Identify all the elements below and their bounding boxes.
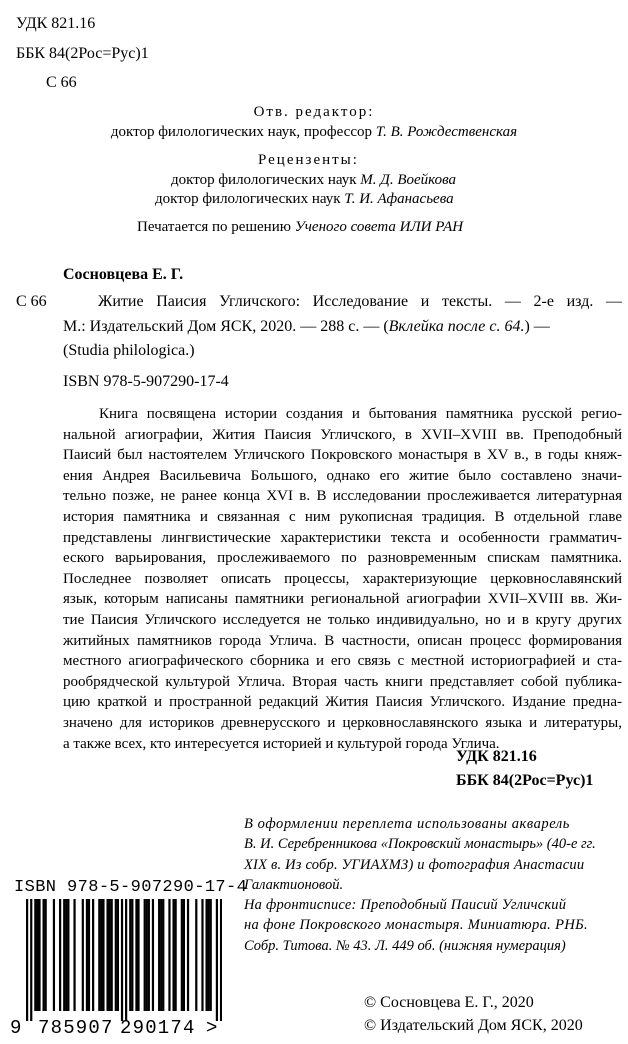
copyright-author: © Сосновцева Е. Г., 2020 <box>364 994 534 1011</box>
barcode-bar <box>109 899 111 1011</box>
barcode-bar <box>38 899 40 1011</box>
annotation-line: а также всех, кто интересуется историей и культурой города Углича. <box>63 735 500 752</box>
annotation-line: рообрядческой культурой Углича. Вторая часть книги представляет собой публика- <box>63 673 622 690</box>
credit-line: XIX в. Из собр. УГИАХМЗ) и фотография Анастасии <box>244 856 585 873</box>
credit-line: В оформлении переплета использованы акварель <box>244 816 570 832</box>
barcode-bar <box>181 899 183 1011</box>
barcode-bar <box>172 899 174 1011</box>
annotation-line: значено для историков древнерусского и церковнославянского языка и литературы, <box>63 714 622 731</box>
annotation-line: язык, которым написаны памятники региональной агиографии XVII–XVIII вв. Жи- <box>63 591 622 608</box>
barcode-bar <box>220 899 222 1021</box>
annotation-line: цию краткой и пространной редакций Жития Паисия Угличского. Издание предна- <box>63 694 622 711</box>
udk-code-top: УДК 821.16 <box>16 15 96 32</box>
annotation-line: нальной агиографии, Жития Паисия Угличского, в XVII–XVIII вв. Преподобный <box>63 426 622 443</box>
barcode-bar <box>210 899 212 1011</box>
bbk-code-bottom: ББК 84(2Рос=Рус)1 <box>456 772 594 789</box>
barcode-bar <box>129 899 131 1011</box>
editor-line <box>0 122 628 142</box>
barcode-bar <box>195 899 197 1011</box>
barcode-bar <box>201 899 203 1011</box>
barcode-bar <box>53 899 55 1011</box>
barcode-bar <box>26 899 28 1021</box>
barcode-bar <box>160 899 162 1011</box>
barcode-bar <box>175 899 177 1011</box>
annotation-line: тельно позже, не ранее конца XVI в. В исследовании прослеживается литературная <box>63 488 622 505</box>
barcode-bar <box>43 899 45 1011</box>
biblio-author: Сосновцева Е. Г. <box>63 266 184 283</box>
barcode-bar <box>106 899 108 1011</box>
barcode-bar <box>67 899 69 1011</box>
barcode-bar <box>111 899 113 1011</box>
barcode-bar <box>131 899 133 1011</box>
biblio-isbn: ISBN 978-5-907290-17-4 <box>63 373 229 390</box>
credit-line: Собр. Титова. № 43. Л. 449 об. (нижняя нумерация) <box>244 937 566 954</box>
barcode-bar <box>148 899 150 1011</box>
reviewers-heading: Рецензенты: <box>258 152 359 168</box>
barcode-bar <box>187 899 189 1011</box>
editor-name: Т. В. Рождественская <box>375 124 518 140</box>
biblio-title-line: Житие Паисия Угличского: Исследование и тексты. — 2-е изд. — <box>98 293 622 310</box>
approval-line: Печатается по решению Ученого совета ИЛИ РАН <box>137 219 464 235</box>
approval-body: Ученого совета ИЛИ РАН <box>294 219 464 235</box>
barcode-bar <box>137 899 139 1011</box>
barcode-bar <box>205 899 207 1011</box>
barcode-bar <box>36 899 38 1011</box>
barcode-bar <box>144 899 146 1011</box>
barcode-bar <box>86 899 88 1011</box>
barcode-bar <box>102 899 104 1011</box>
barcode-bar <box>183 899 185 1011</box>
barcode-bar <box>98 899 100 1011</box>
barcode-digits-left: 785907 <box>38 1017 114 1039</box>
barcode-bar <box>146 899 148 1011</box>
barcode-bar <box>45 899 47 1011</box>
biblio-series: (Studia philologica.) <box>63 342 195 359</box>
udk-code-bottom: УДК 821.16 <box>456 748 537 765</box>
barcode-bar <box>100 899 102 1011</box>
biblio-insert-note: Вклейка после с. 64. <box>388 318 525 335</box>
barcode-bar <box>135 899 137 1011</box>
bbk-code-top: ББК 84(2Рос=Рус)1 <box>16 45 149 62</box>
barcode-bar <box>73 899 75 1011</box>
barcode-bar <box>92 899 94 1011</box>
editor-heading: Отв. редактор: <box>253 104 375 120</box>
author-mark-top: С 66 <box>46 74 77 91</box>
annotation-line: местного агиографического сборника и его связь с местной историографией и ста- <box>63 653 622 670</box>
barcode-bar <box>88 899 90 1011</box>
reviewer-line: доктор филологических наук М. Д. Воейкова <box>171 172 457 188</box>
barcode-bar <box>34 899 36 1011</box>
barcode-bar <box>30 899 32 1021</box>
copyright-publisher: © Издательский Дом ЯСК, 2020 <box>364 1017 583 1034</box>
annotation-line: Последнее позволяет описать процессы, характеризующие церковнославянский <box>63 570 622 587</box>
credit-line: В. И. Серебренникова «Покровский монастырь» (40-е гг. <box>244 836 596 853</box>
barcode-bar <box>216 899 218 1021</box>
barcode-image <box>26 899 222 1021</box>
reviewer-name: М. Д. Воейкова <box>360 172 457 188</box>
cover-credits <box>244 814 624 956</box>
barcode-bar <box>162 899 164 1011</box>
reviewer-line: доктор филологических наук Т. И. Афанасьева <box>155 191 454 207</box>
barcode-bar <box>65 899 67 1011</box>
barcode-isbn-label: ISBN 978-5-907290-17-4 <box>14 878 248 897</box>
barcode-bar <box>59 899 61 1011</box>
barcode-bar <box>125 899 127 1021</box>
barcode-bar <box>168 899 170 1011</box>
barcode-bar <box>208 899 210 1011</box>
annotation-line: представлены лингвистические характеристики текста и особенности грамматич- <box>63 529 622 546</box>
credit-line: на фоне Покровского монастыря. Миниатюра. РНБ. <box>244 917 589 934</box>
barcode-bar <box>115 899 117 1011</box>
annotation-line: история памятника и связанная с ним рукописная традиция. В отдельной главе <box>63 508 622 525</box>
annotation-line: Паисий был настоятелем Угличского Покровского монастыря в XV в., в годы княж- <box>63 447 622 464</box>
annotation-line: ения Андрея Васильевича Большого, однако его житие было составлено значи- <box>63 467 622 484</box>
annotation-line: житийных памятников города Углича. В частности, описан процесс формирования <box>63 632 622 649</box>
barcode-bar <box>121 899 123 1021</box>
biblio-author-mark: С 66 <box>16 293 47 310</box>
barcode-lead-digit: 9 <box>10 1017 22 1039</box>
barcode-bar <box>152 899 154 1011</box>
reviewer-name: Т. И. Афанасьева <box>344 191 454 207</box>
barcode-bar <box>117 899 119 1011</box>
editor-title: доктор филологических наук, профессор <box>110 124 376 140</box>
annotation-paragraph <box>63 404 622 754</box>
barcode-bar <box>82 899 84 1011</box>
annotation-line: тие Паисия Угличского исследуется не только индивидуально, но и в кругу других <box>63 611 622 628</box>
annotation-line: Книга посвящена истории создания и бытования памятника русской регио- <box>99 406 622 422</box>
annotation-line: еского варьирования, прослеживаемого по разновременным спискам памятника. <box>63 550 622 567</box>
credit-line: Галактионовой. <box>244 876 344 893</box>
biblio-imprint-line: М.: Издательский Дом ЯСК, 2020. — 288 с. — (Вклейка после с. 64.) — <box>63 318 550 335</box>
barcode-digits-right: 290174 <box>120 1017 196 1039</box>
barcode-quiet-marker: > <box>206 1017 218 1039</box>
barcode-bar <box>158 899 160 1011</box>
credit-line: На фронтисписе: Преподобный Паисий Угличский <box>244 897 567 914</box>
barcode-bar <box>63 899 65 1011</box>
